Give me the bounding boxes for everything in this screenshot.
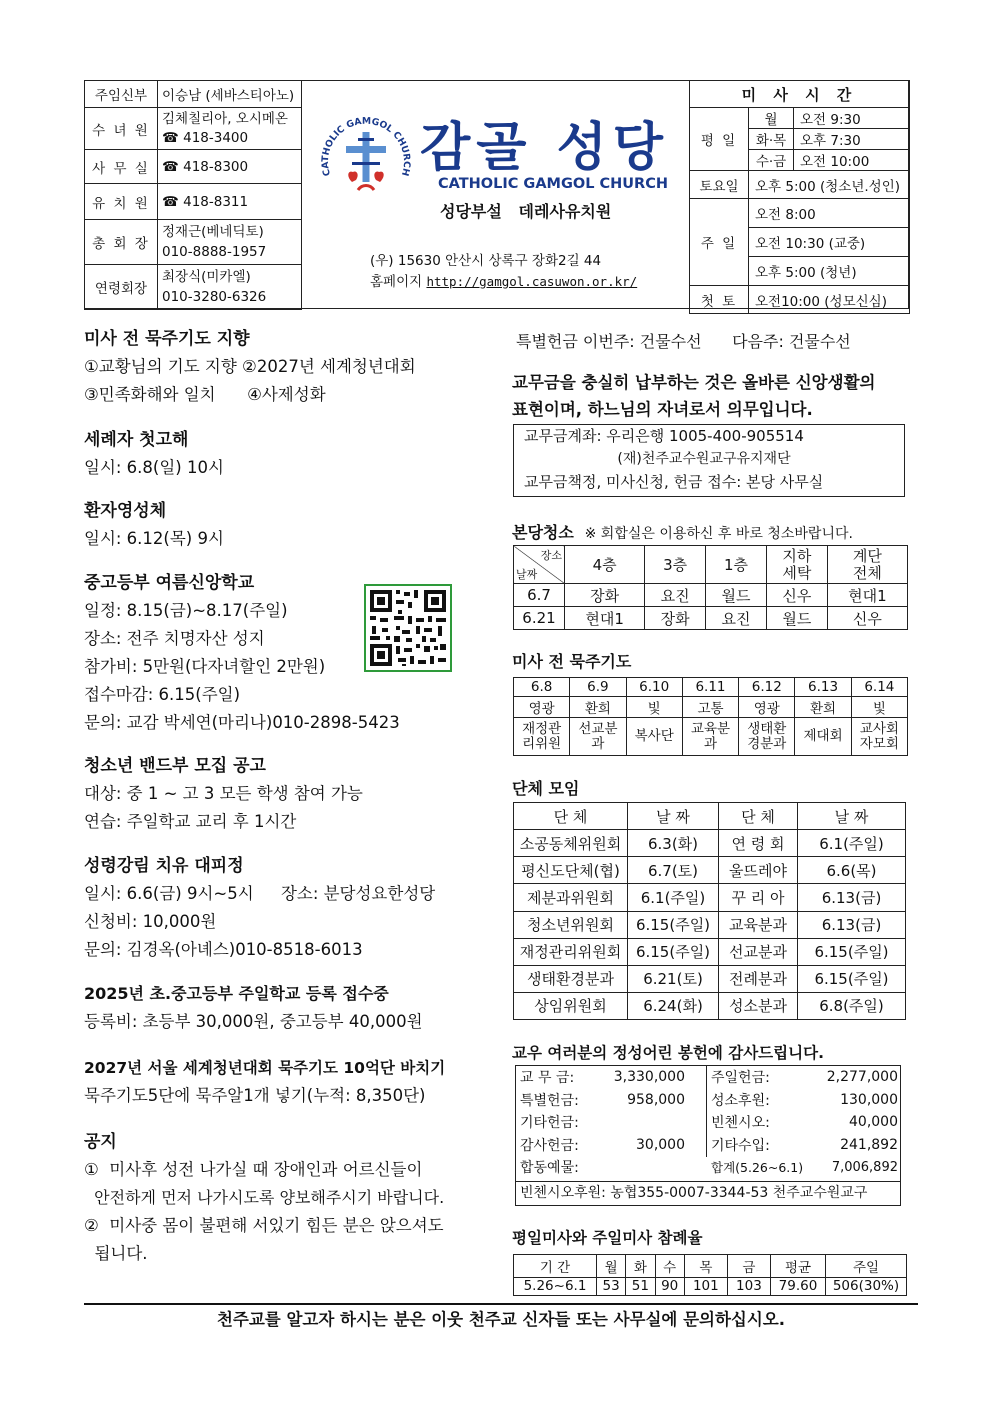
table-cell: 장화 bbox=[565, 584, 645, 607]
homepage-link[interactable]: http://gamgol.casuwon.or.kr/ bbox=[426, 274, 638, 289]
table-row bbox=[514, 992, 906, 1019]
table-cell: 청소년위원회 bbox=[514, 911, 628, 938]
weekday-label: 평 일 bbox=[690, 108, 749, 171]
table-row bbox=[520, 1111, 898, 1134]
confession-section bbox=[84, 426, 504, 482]
homepage-label: 홈페이지 bbox=[370, 274, 423, 290]
column-header: 날 짜 bbox=[798, 803, 906, 830]
logo-ring-text: CATHOLIC GAMGOL CHURCH bbox=[319, 115, 413, 178]
text-line: 문의: 김경옥(아녜스)010-8518-6013 bbox=[84, 940, 363, 959]
text-line: ① 미사후 성전 나가실 때 장애인과 어르신들이 bbox=[84, 1160, 423, 1179]
staff-label: 연령회장 bbox=[85, 265, 158, 310]
donation-amount: 958,000 bbox=[627, 1091, 685, 1108]
table-row bbox=[514, 911, 906, 938]
column-header: 목 bbox=[684, 1255, 727, 1278]
section-title: 청소년 밴드부 모집 공고 bbox=[84, 756, 266, 776]
column-header: 4층 bbox=[565, 546, 645, 584]
table-cell: 울뜨레야 bbox=[719, 857, 798, 884]
staff-value: ☎ 418-8300 bbox=[158, 150, 302, 184]
table-row bbox=[514, 718, 908, 756]
staff-label: 유 치 원 bbox=[85, 184, 158, 220]
cleaning-table bbox=[513, 545, 908, 630]
table-cell: 6.13 bbox=[795, 678, 851, 697]
vincent-line bbox=[515, 1181, 901, 1206]
footer-rule bbox=[84, 1303, 918, 1305]
table-header-row bbox=[514, 1255, 907, 1278]
table-cell: 6.8 bbox=[514, 678, 570, 697]
table-cell: 53 bbox=[597, 1277, 626, 1295]
section-title: 2027년 서울 세계청년대회 묵주기도 10억단 바치기 bbox=[84, 1059, 446, 1077]
table-row bbox=[520, 1134, 898, 1157]
column-header: 지하 세탁 bbox=[766, 546, 827, 584]
mass-title: 미 사 시 간 bbox=[690, 81, 910, 108]
donation-label: 성소후원: bbox=[711, 1092, 770, 1109]
table-row bbox=[514, 830, 906, 857]
table-cell: 빛 bbox=[626, 697, 682, 718]
donation-amount bbox=[590, 1156, 705, 1179]
qr-code-icon bbox=[364, 584, 452, 672]
table-cell: 꾸 리 아 bbox=[719, 884, 798, 911]
sunday-label: 주 일 bbox=[690, 199, 749, 286]
corner-top: 장소 bbox=[540, 549, 562, 562]
table-cell: 영광 bbox=[739, 697, 795, 718]
table-cell: 생태환경분과 bbox=[514, 965, 628, 992]
dues-line: 교무금을 충실히 납부하는 것은 올바른 신앙생활의 bbox=[512, 373, 876, 392]
column-header: 평균 bbox=[771, 1255, 826, 1278]
table-row bbox=[514, 884, 906, 911]
table-cell: 6.24(화) bbox=[628, 992, 719, 1019]
table-cell: 6.6(목) bbox=[798, 857, 906, 884]
subtitle-right: 데레사유치원 bbox=[518, 202, 612, 221]
column-header: 3층 bbox=[645, 546, 706, 584]
table-cell: 6.15(주일) bbox=[628, 911, 719, 938]
table-cell: 교육분과 bbox=[719, 911, 798, 938]
donation-label: 감사헌금: bbox=[520, 1137, 579, 1154]
sick-communion-section bbox=[84, 497, 504, 553]
church-name: 감골 성당 bbox=[420, 118, 670, 178]
text-line: 안전하게 먼저 나가시도록 양보해주시기 바랍니다. bbox=[84, 1188, 445, 1207]
sunday-time: 오전 10:30 (교중) bbox=[749, 228, 910, 257]
table-header-row bbox=[514, 803, 906, 830]
text-line: 일시: 6.12(목) 9시 bbox=[84, 529, 224, 548]
table-cell: 교육분 과 bbox=[682, 718, 738, 756]
table-cell: 6.8(주일) bbox=[798, 992, 906, 1019]
table-cell: 상임위원회 bbox=[514, 992, 628, 1019]
table-row bbox=[514, 678, 908, 697]
table-cell: 월드 bbox=[766, 607, 827, 630]
table-cell: 6.11 bbox=[682, 678, 738, 697]
text-line: 대상: 중 1 ~ 고 3 모든 학생 참여 가능 bbox=[84, 784, 363, 803]
retreat-place: 장소: 분당성요한성당 bbox=[280, 884, 436, 903]
table-cell: 제분과위원회 bbox=[514, 884, 628, 911]
donation-amount: 241,892 bbox=[840, 1136, 898, 1153]
text-line: ①교황님의 기도 지향 ②2027년 세계청년대회 bbox=[84, 357, 416, 376]
table-cell: 90 bbox=[655, 1277, 684, 1295]
column-header: 날 짜 bbox=[628, 803, 719, 830]
dues-contact: 교무금책정, 미사신청, 헌금 접수: 본당 사무실 bbox=[524, 473, 824, 491]
text-line: 일정: 8.15(금)~8.17(주일) bbox=[84, 601, 288, 620]
dues-text bbox=[512, 369, 912, 423]
column-header: 수 bbox=[655, 1255, 684, 1278]
table-cell: 전례분과 bbox=[719, 965, 798, 992]
text-line: 일시: 6.8(일) 10시 bbox=[84, 458, 224, 477]
column-header: 기 간 bbox=[514, 1255, 597, 1278]
table-cell: 평신도단체(협) bbox=[514, 857, 628, 884]
donation-label: 교 무 금: bbox=[520, 1070, 575, 1087]
section-title: 교우 여러분의 정성어린 봉헌에 감사드립니다. bbox=[512, 1044, 824, 1062]
table-cell: 재정관 리위원 bbox=[514, 718, 570, 756]
donation-label: 주일헌금: bbox=[711, 1070, 770, 1087]
staff-label: 총 회 장 bbox=[85, 220, 158, 265]
text-line: 참가비: 5만원(다자녀할인 2만원) bbox=[84, 657, 326, 676]
table-cell: 고통 bbox=[682, 697, 738, 718]
mass-day: 화·목 bbox=[749, 129, 794, 150]
table-cell: 환희 bbox=[570, 697, 626, 718]
table-cell: 6.14 bbox=[851, 678, 907, 697]
staff-value bbox=[158, 265, 302, 310]
staff-value-line: ☎ 418-3400 bbox=[162, 129, 249, 146]
table-cell: 6.9 bbox=[570, 678, 626, 697]
table-cell: 신우 bbox=[766, 584, 827, 607]
table-row bbox=[514, 965, 906, 992]
church-logo-icon bbox=[318, 112, 414, 208]
column-header: 금 bbox=[727, 1255, 770, 1278]
table-cell: 요진 bbox=[706, 607, 767, 630]
saturday-time: 오후 5:00 (청소년.성인) bbox=[749, 171, 910, 199]
text-line: 연습: 주일학교 교리 후 1시간 bbox=[84, 812, 297, 831]
text-line: 됩니다. bbox=[84, 1244, 148, 1263]
table-cell: 영광 bbox=[514, 697, 570, 718]
retreat-date: 일시: 6.6(금) 9시~5시 bbox=[84, 884, 254, 903]
section-title: 세례자 첫고해 bbox=[84, 430, 189, 450]
table-cell: 6.10 bbox=[626, 678, 682, 697]
footer-text: 천주교를 알고자 하시는 분은 이웃 천주교 신자들 또는 사무실에 문의하십시오. bbox=[216, 1310, 785, 1329]
table-row bbox=[520, 1156, 898, 1179]
staff-value-line: 김체칠리아, 오시메온 bbox=[162, 110, 288, 127]
wyd-section bbox=[84, 1054, 504, 1110]
column-header: 1층 bbox=[706, 546, 767, 584]
first-sat-time: 오전10:00 (성모신심) bbox=[749, 286, 910, 314]
text-line: ③민족화해와 일치 ④사제성화 bbox=[84, 385, 326, 404]
text-line: 묵주기도5단에 묵주알1개 넣기(누적: 8,350단) bbox=[84, 1086, 426, 1105]
section-title: 미사 전 묵주기도 지향 bbox=[84, 329, 250, 349]
table-cell: 6.13(금) bbox=[798, 911, 906, 938]
table-cell: 선교분과 bbox=[719, 938, 798, 965]
table-cell: 6.12 bbox=[739, 678, 795, 697]
table-row bbox=[514, 857, 906, 884]
dues-box bbox=[513, 424, 905, 497]
table-cell: 6.15(주일) bbox=[628, 938, 719, 965]
section-title: 평일미사와 주일미사 참례율 bbox=[512, 1229, 703, 1247]
special-offering: 특별헌금 이번주: 건물수선 다음주: 건물수선 bbox=[516, 332, 851, 351]
table-cell: 신우 bbox=[827, 607, 907, 630]
donation-label: 기타헌금: bbox=[520, 1115, 579, 1132]
dues-foundation: (재)천주교수원교구유지재단 bbox=[617, 451, 791, 467]
cleaning-note: ※ 회합실은 이용하신 후 바로 청소바랍니다. bbox=[584, 526, 853, 542]
staff-value-line: 정재근(베네딕토) bbox=[162, 224, 264, 240]
staff-value: ☎ 418-8311 bbox=[158, 184, 302, 220]
text-line: ② 미사중 몸이 불편해 서있기 힘든 분은 앉으셔도 bbox=[84, 1216, 444, 1235]
notice-section bbox=[84, 1128, 504, 1268]
table-cell: 현대1 bbox=[827, 584, 907, 607]
donation-amount: 7,006,892 bbox=[831, 1159, 898, 1175]
donation-amount: 2,277,000 bbox=[826, 1069, 898, 1086]
subtitle-left: 성당부설 bbox=[440, 202, 502, 221]
staff-label: 사 무 실 bbox=[85, 150, 158, 184]
mass-day: 월 bbox=[749, 108, 794, 129]
table-cell: 101 bbox=[684, 1277, 727, 1295]
section-title: 미사 전 묵주기도 bbox=[512, 652, 632, 671]
dues-account: 교무금계좌: 우리은행 1005-400-905514 bbox=[524, 427, 804, 445]
table-cell: 6.7 bbox=[514, 584, 565, 607]
table-row bbox=[514, 938, 906, 965]
table-cell: 재정관리위원회 bbox=[514, 938, 628, 965]
staff-value bbox=[158, 108, 302, 150]
table-row bbox=[520, 1089, 898, 1112]
staff-label: 수 녀 원 bbox=[85, 108, 158, 150]
donation-amount: 3,330,000 bbox=[613, 1069, 685, 1086]
column-header: 단 체 bbox=[719, 803, 798, 830]
table-cell: 연 령 회 bbox=[719, 830, 798, 857]
donation-table bbox=[520, 1066, 898, 1179]
table-cell: 79.60 bbox=[771, 1277, 826, 1295]
section-title: 공지 bbox=[84, 1132, 117, 1152]
sunday-time: 오후 5:00 (청년) bbox=[749, 257, 910, 286]
dues-line: 표현이며, 하느님의 자녀로서 의무입니다. bbox=[512, 400, 813, 419]
section-title: 2025년 초.중고등부 주일학교 등록 접수중 bbox=[84, 984, 389, 1003]
table-cell: 현대1 bbox=[565, 607, 645, 630]
text-line: 장소: 전주 치명자산 성지 bbox=[84, 629, 265, 648]
mass-time: 오전 10:00 bbox=[794, 150, 910, 171]
homepage bbox=[370, 270, 637, 290]
address: (우) 15630 안산시 상록구 장화2길 44 bbox=[370, 253, 602, 269]
donation-label: 특별헌금: bbox=[520, 1092, 579, 1109]
column-header: 단 체 bbox=[514, 803, 628, 830]
table-cell: 5.26~6.1 bbox=[514, 1277, 597, 1295]
table-cell: 506(30%) bbox=[826, 1277, 907, 1295]
section-title: 중고등부 여름신앙학교 bbox=[84, 573, 255, 593]
section-title: 본당청소 bbox=[512, 523, 574, 542]
table-cell: 6.13(금) bbox=[798, 884, 906, 911]
text-line: 등록비: 초등부 30,000원, 중고등부 40,000원 bbox=[84, 1012, 423, 1031]
column-header: 화 bbox=[626, 1255, 655, 1278]
sunday-time: 오전 8:00 bbox=[749, 199, 910, 228]
vincent-account: 빈첸시오후원: 농협355-0007-3344-53 천주교수원교구 bbox=[520, 1185, 868, 1201]
table-cell: 환희 bbox=[795, 697, 851, 718]
table-row bbox=[514, 1277, 907, 1295]
donation-label: 합동예물: bbox=[520, 1160, 579, 1177]
band-section bbox=[84, 752, 504, 836]
column-header: 주일 bbox=[826, 1255, 907, 1278]
table-cell: 빛 bbox=[851, 697, 907, 718]
table-cell: 6.1(주일) bbox=[798, 830, 906, 857]
table-cell: 6.15(주일) bbox=[798, 965, 906, 992]
table-cell: 6.21 bbox=[514, 607, 565, 630]
table-cell: 성소분과 bbox=[719, 992, 798, 1019]
section-title: 성령강림 치유 대피정 bbox=[84, 856, 244, 876]
attendance-table bbox=[513, 1254, 907, 1296]
prayer-section bbox=[84, 325, 504, 409]
table-cell: 51 bbox=[626, 1277, 655, 1295]
header-subtitle bbox=[440, 199, 611, 222]
column-header: 월 bbox=[597, 1255, 626, 1278]
table-cell: 6.21(토) bbox=[628, 965, 719, 992]
table-cell: 요진 bbox=[645, 584, 706, 607]
table-cell: 6.7(토) bbox=[628, 857, 719, 884]
mass-day: 수·금 bbox=[749, 150, 794, 171]
section-title: 단체 모임 bbox=[512, 779, 580, 798]
donation-label: 빈첸시오: bbox=[711, 1115, 770, 1132]
text-line: 접수마감: 6.15(주일) bbox=[84, 685, 241, 704]
table-cell: 장화 bbox=[645, 607, 706, 630]
staff-label: 주임신부 bbox=[85, 81, 158, 108]
donation-amount: 40,000 bbox=[849, 1114, 898, 1131]
donation-amount: 130,000 bbox=[840, 1091, 898, 1108]
table-row bbox=[514, 697, 908, 718]
table-cell: 6.15(주일) bbox=[798, 938, 906, 965]
table-row bbox=[514, 607, 908, 630]
table-cell: 월드 bbox=[706, 584, 767, 607]
staff-value bbox=[158, 220, 302, 265]
table-cell: 생태환 경분과 bbox=[739, 718, 795, 756]
school-section bbox=[84, 980, 504, 1036]
table-cell: 복사단 bbox=[626, 718, 682, 756]
text-line bbox=[84, 880, 504, 908]
table-cell: 교사회 자모회 bbox=[851, 718, 907, 756]
donation-amount: 30,000 bbox=[636, 1136, 685, 1153]
table-cell: 103 bbox=[727, 1277, 770, 1295]
table-cell: 제대회 bbox=[795, 718, 851, 756]
column-header: 계단 전체 bbox=[827, 546, 907, 584]
rosary-table bbox=[513, 677, 908, 756]
retreat-section bbox=[84, 852, 504, 964]
section-title: 환자영성체 bbox=[84, 501, 167, 521]
staff-value: 이승남 (세바스티아노) bbox=[158, 81, 302, 108]
mass-time: 오후 7:30 bbox=[794, 129, 910, 150]
text-line: 신청비: 10,000원 bbox=[84, 912, 217, 931]
staff-value-line: 010-8888-1957 bbox=[162, 244, 267, 260]
mass-time: 오전 9:30 bbox=[794, 108, 910, 129]
table-cell: 6.3(화) bbox=[628, 830, 719, 857]
saturday-label: 토요일 bbox=[690, 171, 749, 199]
table-cell: 6.1(주일) bbox=[628, 884, 719, 911]
table-row bbox=[514, 584, 908, 607]
donation-amount bbox=[590, 1111, 705, 1134]
donation-label: 기타수입: bbox=[711, 1137, 770, 1154]
donation-label: 합계(5.26~6.1) bbox=[711, 1160, 804, 1176]
staff-value-line: 최장식(미카엘) bbox=[162, 269, 251, 285]
staff-value-line: 010-3280-6326 bbox=[162, 289, 267, 305]
table-cell: 선교분 과 bbox=[570, 718, 626, 756]
table-cell: 소공동체위원회 bbox=[514, 830, 628, 857]
cleaning-header bbox=[512, 520, 853, 543]
staff-table bbox=[84, 80, 302, 310]
church-name-en: CATHOLIC GAMGOL CHURCH bbox=[438, 176, 668, 192]
groups-table bbox=[513, 802, 906, 1020]
first-sat-label: 첫 토 bbox=[690, 286, 749, 314]
corner-bottom: 날짜 bbox=[516, 568, 538, 581]
text-line: 문의: 교감 박세연(마리나)010-2898-5423 bbox=[84, 713, 400, 732]
table-row bbox=[520, 1066, 898, 1089]
corner-cell bbox=[514, 546, 565, 584]
mass-times-table bbox=[689, 80, 910, 314]
